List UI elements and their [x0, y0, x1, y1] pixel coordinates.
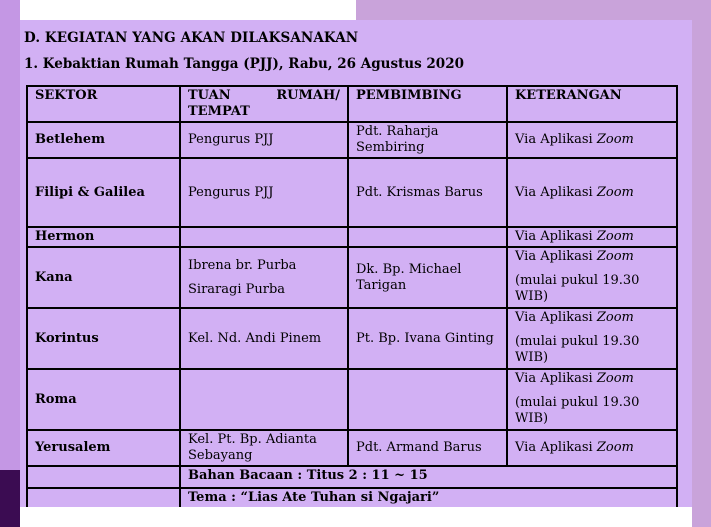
keterangan-cell — [507, 247, 677, 308]
header-sektor: SEKTOR — [27, 86, 180, 122]
header-rumah-word: RUMAH/ — [276, 88, 340, 103]
sektor-cell: Filipi & Galilea — [27, 158, 180, 227]
table-row — [27, 466, 677, 488]
table-row — [27, 308, 677, 369]
pembimbing-cell: Pdt. Armand Barus — [348, 430, 507, 466]
header-tuan-rumah — [180, 86, 348, 122]
keterangan-cell — [507, 308, 677, 369]
sektor-cell: Hermon — [27, 227, 180, 247]
start-time-note: (mulai pukul 19.30 WIB) — [515, 334, 640, 365]
tuan-rumah-cell: Kel. Nd. Andi Pinem — [180, 308, 348, 369]
zoom-text: Zoom — [596, 132, 634, 147]
header-pembimbing: PEMBIMBING — [348, 86, 507, 122]
schedule-table — [26, 85, 678, 512]
via-text: Via Aplikasi — [515, 132, 593, 147]
sektor-cell: Betlehem — [27, 122, 180, 158]
zoom-text: Zoom — [596, 184, 634, 200]
sektor-cell: Korintus — [27, 308, 180, 369]
via-text: Via Aplikasi — [515, 371, 593, 386]
header-tuan-word: TUAN — [188, 88, 231, 103]
via-text: Via Aplikasi — [515, 249, 593, 264]
keterangan-cell — [507, 122, 677, 158]
start-time-note: (mulai pukul 19.30 WIB) — [515, 273, 640, 304]
table-header-row — [27, 86, 677, 122]
via-text: Via Aplikasi — [515, 229, 593, 244]
sektor-cell: Yerusalem — [27, 430, 180, 466]
table-row — [27, 227, 677, 247]
keterangan-cell — [507, 430, 677, 466]
zoom-text: Zoom — [596, 249, 634, 264]
zoom-text: Zoom — [596, 229, 634, 244]
tuan-rumah-cell: Pengurus PJJ — [180, 122, 348, 158]
zoom-text: Zoom — [596, 440, 634, 455]
tema: Tema : “Lias Ate Tuhan si Ngajari” — [180, 488, 677, 511]
background-strip — [0, 470, 20, 527]
header-tempat-word: TEMPAT — [188, 104, 250, 119]
table-row — [27, 430, 677, 466]
pembimbing-cell: Pt. Bp. Ivana Ginting — [348, 308, 507, 369]
zoom-text: Zoom — [596, 310, 634, 325]
document-page — [20, 20, 692, 527]
background-strip — [0, 0, 20, 470]
header-keterangan: KETERANGAN — [507, 86, 677, 122]
keterangan-cell — [507, 369, 677, 430]
pembimbing-cell — [348, 227, 507, 247]
keterangan-cell — [507, 227, 677, 247]
pembimbing-cell: Pdt. Krismas Barus — [348, 158, 507, 227]
tuan-rumah-line: Siraragi Purba — [188, 281, 286, 297]
tuan-rumah-cell: Kel. Pt. Bp. Adianta Sebayang — [180, 430, 348, 466]
table-row — [27, 247, 677, 308]
zoom-text: Zoom — [596, 371, 634, 386]
tuan-rumah-cell — [180, 227, 348, 247]
pembimbing-cell: Dk. Bp. Michael Tarigan — [348, 247, 507, 308]
background-strip — [692, 0, 711, 527]
via-text: Via Aplikasi — [515, 310, 593, 325]
keterangan-cell — [507, 158, 677, 227]
section-heading: D. KEGIATAN YANG AKAN DILAKSANAKAN — [24, 30, 359, 46]
table-row — [27, 158, 677, 227]
tuan-rumah-cell — [180, 247, 348, 308]
tuan-rumah-cell — [180, 369, 348, 430]
tuan-rumah-line: Ibrena br. Purba — [188, 257, 297, 273]
subsection-heading: 1. Kebaktian Rumah Tangga (PJJ), Rabu, 26 Agustus 2020 — [24, 56, 464, 72]
via-text: Via Aplikasi — [515, 440, 593, 455]
table-row — [27, 122, 677, 158]
pembimbing-cell — [348, 369, 507, 430]
start-time-note: (mulai pukul 19.30 WIB) — [515, 395, 640, 426]
sektor-cell: Roma — [27, 369, 180, 430]
background-strip — [356, 0, 711, 20]
page-margin — [20, 507, 692, 527]
tuan-rumah-cell: Pengurus PJJ — [180, 158, 348, 227]
empty-cell — [27, 466, 180, 488]
pembimbing-cell: Pdt. Raharja Sembiring — [348, 122, 507, 158]
table-row — [27, 369, 677, 430]
sektor-cell: Kana — [27, 247, 180, 308]
via-text: Via Aplikasi — [515, 184, 593, 200]
bahan-bacaan: Bahan Bacaan : Titus 2 : 11 ~ 15 — [180, 466, 677, 488]
